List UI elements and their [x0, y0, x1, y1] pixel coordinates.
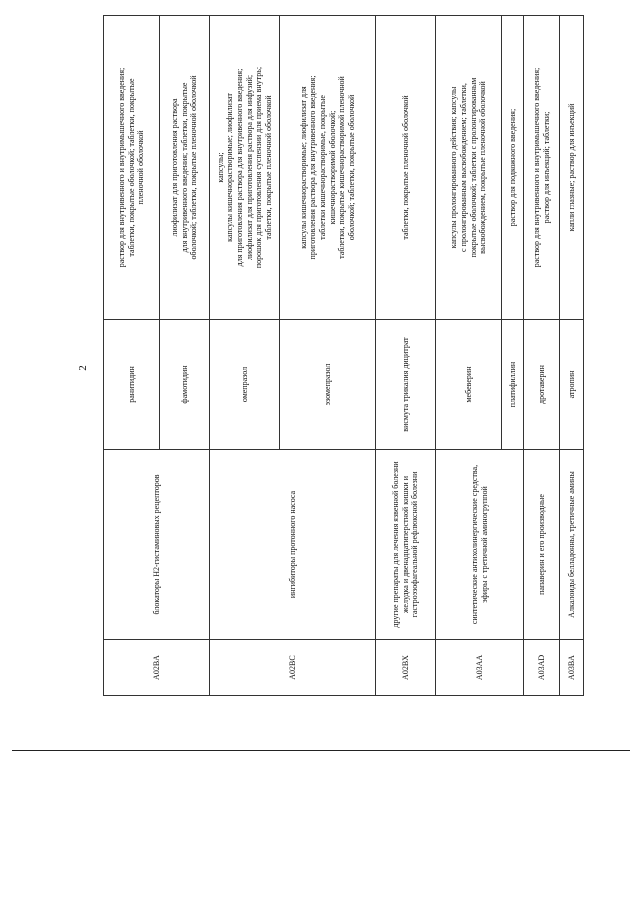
dosage-form-cell: капли глазные; раствор для инъекций	[560, 16, 584, 320]
dosage-form-cell: раствор для внутривенного и внутримышечного введения; раствор для инъекций; таблетки;	[524, 16, 560, 320]
drug-name-cell: омепразол	[210, 320, 280, 450]
dosage-form-cell: раствор для подкожного введения;	[502, 16, 524, 320]
drug-name-cell: мебеверин	[436, 320, 502, 450]
pharmacological-group-cell: синтетические антихолинергические средства, эфиры с третичной аминогруппой	[436, 450, 524, 640]
drug-name-cell: атропин	[560, 320, 584, 450]
rotated-table-container	[103, 16, 583, 696]
pharmacological-group-cell: Алкалоиды белладонны, третичные амины	[560, 450, 584, 640]
drug-name-cell: висмута трикалия дицитрат	[376, 320, 436, 450]
dosage-form-cell: капсулы кишечнорастворимые; лиофилизат для приготовления раствора для внутривенного введения; таблетки кишечнорастворимые, покрытые кишечнорастворимой оболочкой; таблетки, покрытые кишечнорастворимой пленочной оболочкой; таблетки, покрытые оболочкой	[280, 16, 376, 320]
pharmacological-group-cell: папаверин и его производные	[524, 450, 560, 640]
dosage-form-cell: раствор для внутривенного и внутримышечного введения; таблетки, покрытые оболочкой; таблетки, покрытые пленочной оболочкой	[104, 16, 160, 320]
table-row	[104, 16, 160, 696]
atc-code-cell: A02BA	[104, 640, 210, 696]
drug-name-cell: ранитидин	[104, 320, 160, 450]
atc-code-cell: A03AD	[524, 640, 560, 696]
drug-table	[103, 15, 584, 696]
table-row	[560, 16, 584, 696]
dosage-form-cell: таблетки, покрытые пленочной оболочкой	[376, 16, 436, 320]
drug-name-cell: фамотидин	[160, 320, 210, 450]
pharmacological-group-cell: ингибиторы протонного насоса	[210, 450, 376, 640]
pharmacological-group-cell: блокаторы Н2-гистаминовых рецепторов	[104, 450, 210, 640]
atc-code-cell: A02BC	[210, 640, 376, 696]
table-row	[376, 16, 436, 696]
drug-name-cell: дротаверин	[524, 320, 560, 450]
table-row	[436, 16, 502, 696]
atc-code-cell: A03BA	[560, 640, 584, 696]
dosage-form-cell: лиофилизат для приготовления раствора для внутривенного введения; таблетки, покрытые оболочкой; таблетки, покрытые пленочной оболочкой	[160, 16, 210, 320]
table-row	[524, 16, 560, 696]
drug-name-cell: эзомепразол	[280, 320, 376, 450]
table-row	[210, 16, 280, 696]
atc-code-cell: A02BX	[376, 640, 436, 696]
atc-code-cell: A03AA	[436, 640, 524, 696]
dosage-form-cell: капсулы пролонгированного действия; капсулы с пролонгированным высвобождением; таблетки, покрытые оболочкой; таблетки с пролонгированным высвобождением, покрытые пленочной оболочкой	[436, 16, 502, 320]
footer-rule	[12, 750, 630, 751]
page-number: 2	[76, 365, 89, 371]
dosage-form-cell: капсулы; капсулы кишечнорастворимые; лиофилизат для приготовления раствора для внутривенного введения; лиофилизат для приготовления раствора для инфузий; порошок для приготовления суспензии для приема внутрь; таблетки, покрытые пленочной оболочкой	[210, 16, 280, 320]
pharmacological-group-cell: другие препараты для лечения язвенной болезни желудка и двенадцатиперстной кишки и гастроэзофагеальной рефлюксной болезни	[376, 450, 436, 640]
drug-name-cell: платифиллин	[502, 320, 524, 450]
